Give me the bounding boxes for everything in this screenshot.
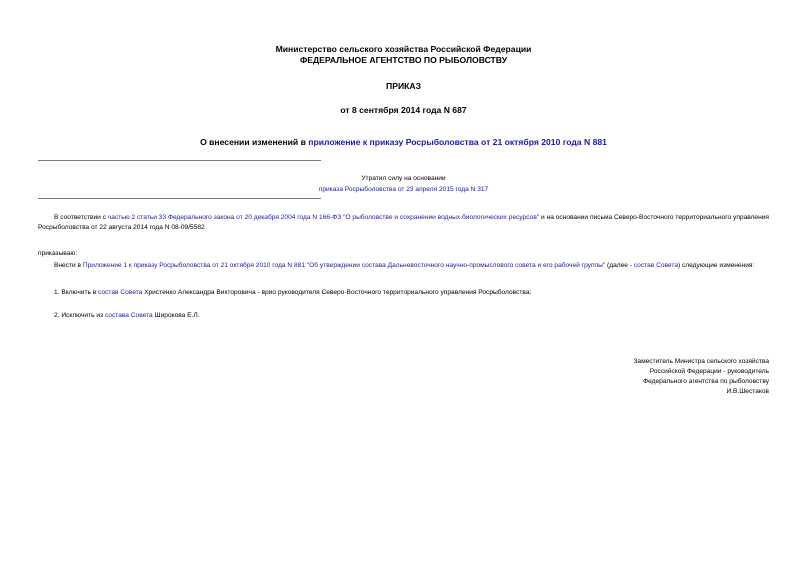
revoked-notice <box>38 173 769 195</box>
p1-prefix: В соответствии с <box>54 214 108 221</box>
document-header <box>38 44 769 66</box>
signature-line-1: Заместитель Министра сельского хозяйства <box>633 358 769 365</box>
signature-line-2: Российской Федерации - руководитель <box>649 368 769 375</box>
p2-mid: (далее - <box>605 262 634 269</box>
ministry-name: Министерство сельского хозяйства Российской Федерации <box>275 44 532 54</box>
p2-council-link[interactable]: состав Совета <box>633 262 678 269</box>
p2-appendix-link[interactable]: Приложение 1 к приказу Росрыболовства от 21 октября 2010 года N 881 "Об утверждении состава Дальневосточного научно-промыслового совета и его рабочей группы" <box>82 262 606 269</box>
item2-suffix: Широкова Е.Л. <box>152 312 200 319</box>
document-date-number: от 8 сентября 2014 года N 687 <box>340 105 467 115</box>
p1-suffix: и на основании письма Северо-Восточного территориального управления Росрыболовства от 22 августа 2014 года N 08-09/5582 <box>38 214 769 231</box>
p2-suffix: ) следующие изменения: <box>677 262 755 269</box>
signature-line-3: Федерального агентства по рыболовству <box>643 378 769 385</box>
revoked-link[interactable]: приказа Росрыболовства от 23 апреля 2015 года N 317 <box>318 186 489 193</box>
item1-prefix: 1. Включить в <box>54 289 99 296</box>
paragraph-changes <box>38 261 769 271</box>
divider-top <box>38 160 321 161</box>
signature-name: И.В.Шестаков <box>726 388 769 395</box>
list-item-include <box>38 288 769 298</box>
title-prefix: О внесении изменений в <box>200 137 309 147</box>
p2-prefix: Внести в <box>54 262 83 269</box>
item1-council-link[interactable]: состав Совета <box>98 289 143 296</box>
revoked-line: Утратил силу на основании <box>361 175 446 182</box>
p1-law-link[interactable]: частью 2 статьи 33 Федерального закона от 20 декабря 2004 года N 166-ФЗ "О рыболовстве и сохранении водных биологических ресурсов" <box>107 214 540 221</box>
title-link[interactable]: приложение к приказу Росрыболовства от 21 октября 2010 года N 881 <box>308 137 607 147</box>
item2-prefix: 2. Исключить из <box>54 312 105 319</box>
order-verb: приказываю: <box>38 250 78 257</box>
document-type: ПРИКАЗ <box>386 81 421 91</box>
item1-suffix: Христенко Александра Викторовича - врио руководителя Северо-Восточного территориального управления Росрыболовства; <box>142 289 532 296</box>
document-title <box>38 137 769 147</box>
item2-council-link[interactable]: состава Совета <box>104 312 153 319</box>
paragraph-basis <box>38 213 769 233</box>
signature-block <box>38 357 769 397</box>
document-page <box>38 44 769 397</box>
list-item-exclude <box>38 311 769 321</box>
agency-name: ФЕДЕРАЛЬНОЕ АГЕНТСТВО ПО РЫБОЛОВСТВУ <box>299 55 508 65</box>
divider-bottom <box>38 198 321 199</box>
